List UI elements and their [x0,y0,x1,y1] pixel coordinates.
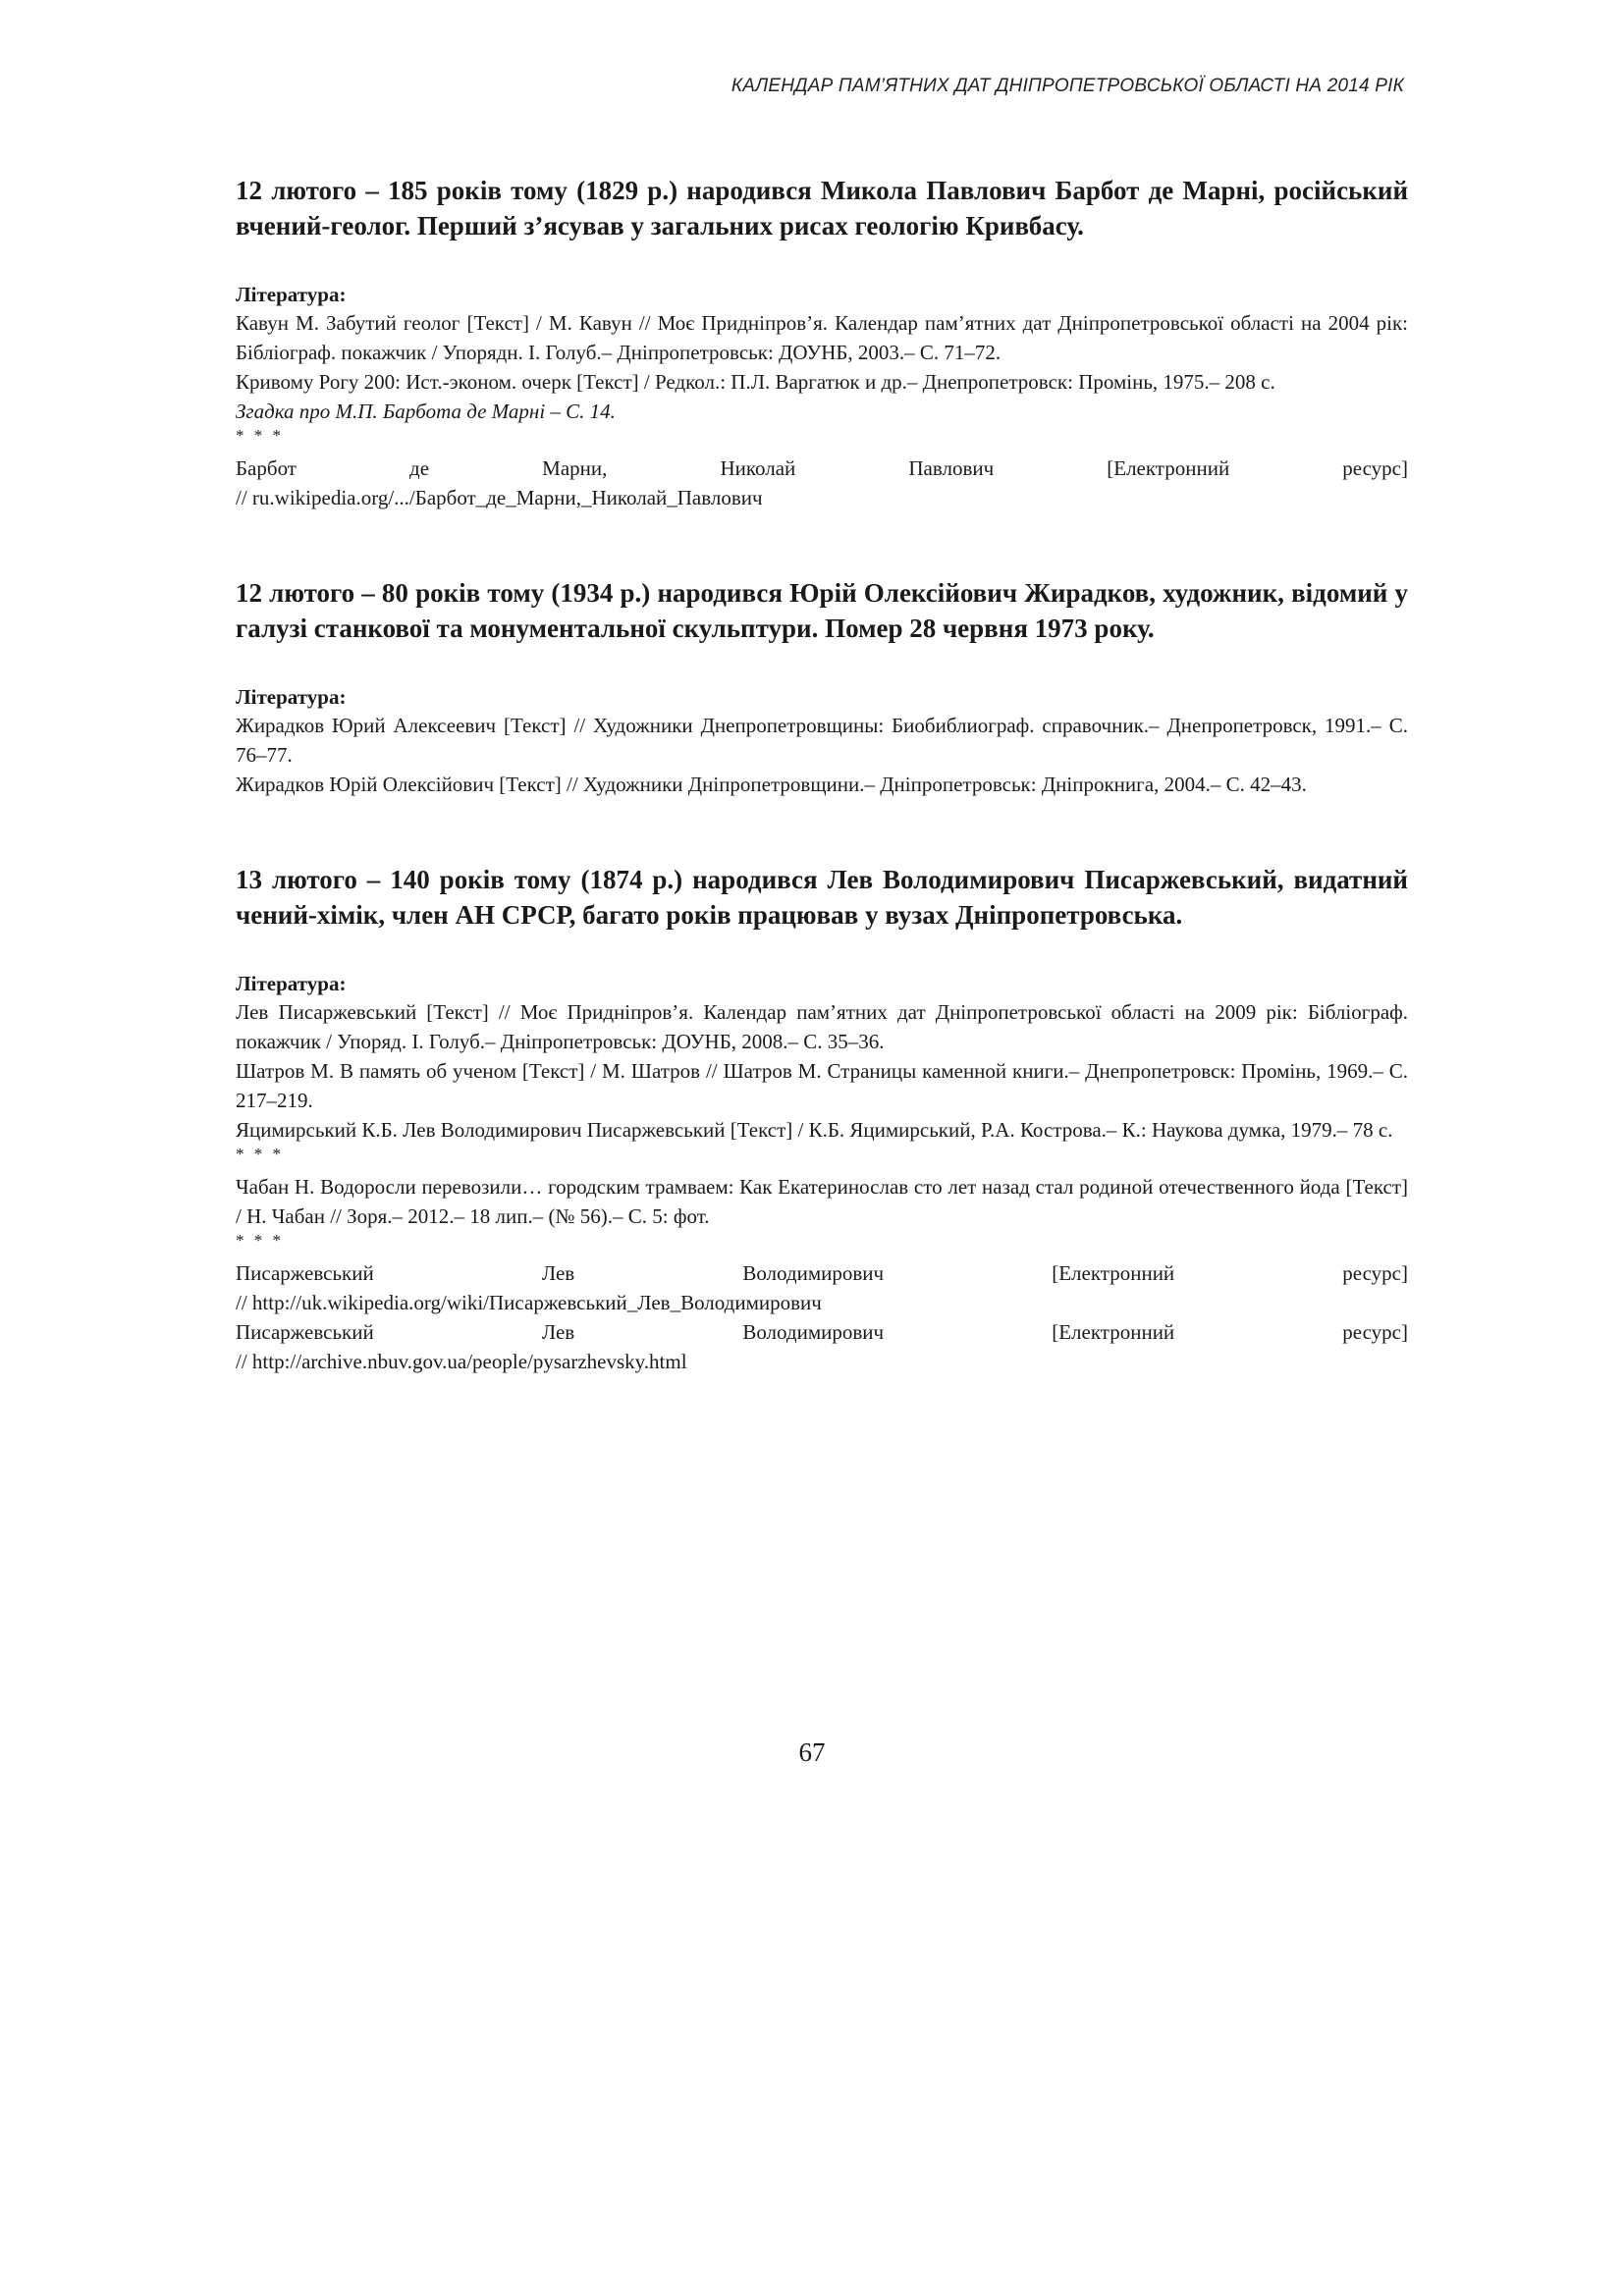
bib-reference: Кривому Рогу 200: Ист.-эконом. очерк [Текст] / Редкол.: П.Л. Варгатюк и др.– Днепропетровск: Промінь, 1975.– 208 с. [236,370,1275,394]
bib-reference: Лев Писаржевський [Текст] // Моє Придніпров’я. Календар пам’ятних дат Дніпропетровської області на 2009 рік: Бібліограф. покажчик / Упоряд. І. Голуб.– Дніпропетровськ: ДОУНБ, 2008.– С. 35–36. [236,1000,1408,1053]
online-resource-word: Володимирович [742,1261,885,1285]
online-resource-word: [Електронний [1052,1261,1175,1285]
bib-note: Згадка про М.П. Барбота де Марні – С. 14. [236,400,616,423]
online-resource-line [236,454,1408,483]
entry-pysarzhevsky [236,862,1408,1376]
page-number: 67 [798,1737,826,1767]
entry-barbot [236,173,1408,512]
bib-reference: Жирадков Юрій Олексійович [Текст] // Художники Дніпропетровщини.– Дніпропетровськ: Дніпрокнига, 2004.– С. 42–43. [236,773,1307,796]
bib-reference: Шатров М. В память об ученом [Текст] / М. Шатров // Шатров М. Страницы каменной книги.– Днепропетровск: Промінь, 1969.– С. 217–219. [236,1059,1408,1112]
online-resource-word: де [409,456,430,480]
separator-stars: * * * [236,1231,284,1250]
bib-reference: Кавун М. Забутий геолог [Текст] / М. Кавун // Моє Придніпров’я. Календар пам’ятних дат Дніпропетровської області на 2004 рік: Бібліограф. покажчик / Упорядн. І. Голуб.– Дніпропетровськ: ДОУНБ, 2003.– С. 71–72. [236,311,1408,364]
entry-title: 12 лютого – 185 років тому (1829 р.) народився Микола Павлович Барбот де Марні, російський вчений-геолог. Перший з’ясував у загальних рисах геологію Кривбасу. [236,176,1408,240]
bib-reference: Жирадков Юрий Алексеевич [Текст] // Художники Днепропетровщины: Биобиблиограф. справочник.– Днепропетровск, 1991.– С. 76–77. [236,714,1408,767]
online-resource-word: ресурс] [1342,1320,1408,1344]
online-resource-word: Писаржевський [236,1261,374,1285]
entry-title: 12 лютого – 80 років тому (1934 р.) народився Юрій Олексійович Жирадков, художник, відомий у галузі станкової та монументальної скульптури. Помер 28 червня 1973 року. [236,578,1408,643]
online-resource-word: [Електронний [1107,456,1230,480]
online-resource-word: ресурс] [1342,456,1408,480]
literature-heading: Література: [236,283,347,306]
online-resource-line [236,1258,1408,1288]
literature-heading: Література: [236,972,347,995]
bib-reference: Яцимирський К.Б. Лев Володимирович Писаржевський [Текст] / К.Б. Яцимирський, Р.А. Кострова.– К.: Наукова думка, 1979.– 78 с. [236,1118,1393,1142]
separator-stars: * * * [236,426,284,445]
online-resource-url[interactable]: // http://archive.nbuv.gov.ua/people/pysarzhevsky.html [236,1350,687,1373]
online-resource-word: ресурс] [1342,1261,1408,1285]
online-resource-url[interactable]: // http://uk.wikipedia.org/wiki/Писаржевський_Лев_Володимирович [236,1291,822,1314]
online-resource-word: [Електронний [1052,1320,1175,1344]
literature-heading: Література: [236,685,347,709]
online-resource-word: Лев [541,1261,575,1285]
online-resource-line [236,1317,1408,1347]
running-header: КАЛЕНДАР ПАМ’ЯТНИХ ДАТ ДНІПРОПЕТРОВСЬКОЇ ОБЛАСТІ НА 2014 РІК [731,76,1404,96]
separator-stars: * * * [236,1145,284,1163]
online-resource-word: Марни, [542,456,608,480]
bib-reference: Чабан Н. Водоросли перевозили… городским трамваем: Как Екатеринослав сто лет назад стал родиной отечественного йода [Текст] / Н. Чабан // Зоря.– 2012.– 18 лип.– (№ 56).– С. 5: фот. [236,1175,1408,1228]
online-resource-word: Володимирович [742,1320,885,1344]
online-resource-word: Павлович [908,456,995,480]
online-resource-word: Николай [720,456,796,480]
online-resource-word: Лев [541,1320,575,1344]
entry-zhyradkov [236,575,1408,799]
online-resource-word: Барбот [236,456,297,480]
online-resource-url[interactable]: // ru.wikipedia.org/.../Барбот_де_Марни,_Николай_Павлович [236,486,763,509]
entry-title: 13 лютого – 140 років тому (1874 р.) народився Лев Володимирович Писаржевський, видатний чений-хімік, член АН СРСР, багато років працював у вузах Дніпропетровська. [236,865,1408,930]
online-resource-word: Писаржевський [236,1320,374,1344]
page-content [236,173,1408,1439]
